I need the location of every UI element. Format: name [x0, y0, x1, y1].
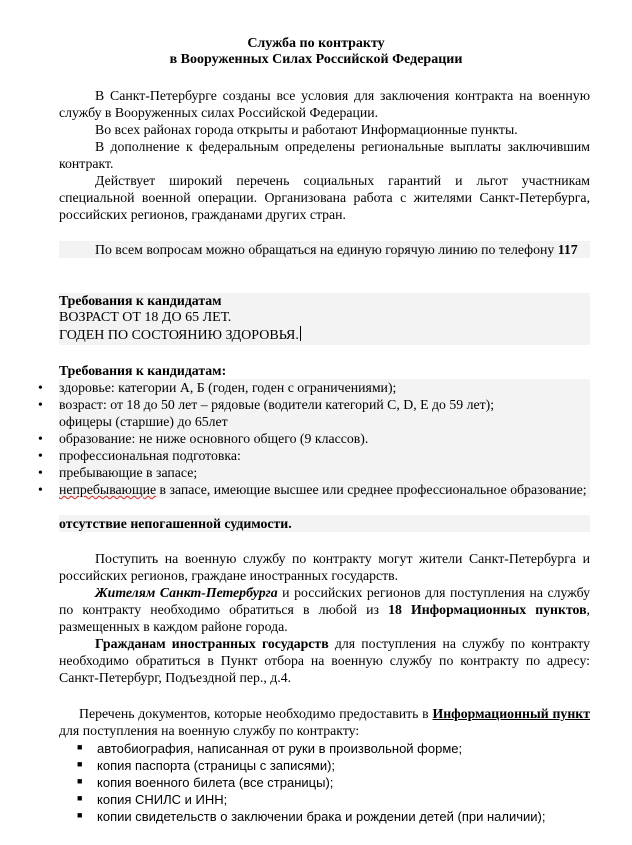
requirement-officers: офицеры (старшие) до 65лет	[59, 413, 590, 430]
intro-paragraph-1: В Санкт-Петербурге созданы все условия для заключения контракта на военную службу в Вооруженных силах Российской Федерации.	[59, 88, 590, 120]
document-item: ■ копии свидетельств о заключении брака и рождении детей (при наличии);	[97, 808, 590, 825]
requirements-heading: Требования к кандидатам:	[59, 363, 227, 378]
text-cursor	[300, 326, 301, 341]
requirement-item: • образование: не ниже основного общего (9 классов).	[59, 430, 590, 447]
requirement-item: • пребывающие в запасе;	[59, 464, 590, 481]
document-item: ■ копия СНИЛС и ИНН;	[97, 791, 590, 808]
document-item: ■ автобиография, написанная от руки в произвольной форме;	[97, 740, 590, 757]
short-requirements-age: ВОЗРАСТ ОТ 18 ДО 65 ЛЕТ.	[59, 309, 590, 327]
document-item: ■ копия паспорта (страницы с записями);	[97, 757, 590, 774]
document-title-line1: Служба по контракту	[247, 36, 385, 51]
short-requirements-health: ГОДЕН ПО СОСТОЯНИЮ ЗДОРОВЬЯ.	[59, 326, 590, 345]
requirement-item: • непребывающие в запасе, имеющие высшее или среднее профессиональное образование;	[59, 481, 590, 498]
documents-intro: Перечень документов, которые необходимо предоставить в Информационный пункт для поступления на военную службу по контракту:	[59, 706, 590, 738]
hotline-number: 117	[557, 242, 578, 257]
requirement-item: • возраст: от 18 до 50 лет – рядовые (водители категорий C, D, E до 59 лет);	[59, 396, 590, 413]
info-point-link[interactable]: Информационный пункт	[432, 706, 590, 721]
document-item: ■ копия военного билета (все страницы);	[97, 774, 590, 791]
document-title-line2: в Вооруженных Силах Российской Федерации	[169, 52, 463, 67]
hotline-paragraph: По всем вопросам можно обращаться на единую горячую линию по телефону 117	[59, 241, 590, 258]
requirement-item: • профессиональная подготовка:	[59, 447, 590, 464]
intro-paragraph-4: Действует широкий перечень социальных гарантий и льгот участникам специальной военной операции. Организована работа с жителями Санкт-Петербурга, российских регионов, гражданами других стран.	[59, 173, 590, 222]
who-paragraph-3: Гражданам иностранных государств для поступления на службу по контракту необходимо обратиться в Пункт отбора на военную службу по контракту по адресу: Санкт-Петербург, Подъездной пер., д.4.	[59, 636, 590, 685]
spellcheck-word: непребывающие	[59, 482, 157, 497]
short-requirements-heading: Требования к кандидатам	[59, 293, 590, 309]
requirement-no-record: отсутствие непогашенной судимости.	[59, 515, 590, 532]
requirement-item: • здоровье: категории А, Б (годен, годен с ограничениями);	[59, 379, 590, 396]
intro-paragraph-2: Во всех районах города открыты и работают Информационные пункты.	[95, 122, 518, 137]
who-paragraph-2: Жителям Санкт-Петербурга и российских регионов для поступления на службу по контракту необходимо обратиться в любой из 18 Информационных пунктов, размещенных в каждом районе города.	[59, 585, 591, 634]
who-paragraph-1: Поступить на военную службу по контракту могут жители Санкт-Петербурга и российских регионов, граждане иностранных государств.	[59, 551, 590, 583]
intro-paragraph-3: В дополнение к федеральным определены региональные выплаты заключившим контракт.	[59, 139, 590, 171]
